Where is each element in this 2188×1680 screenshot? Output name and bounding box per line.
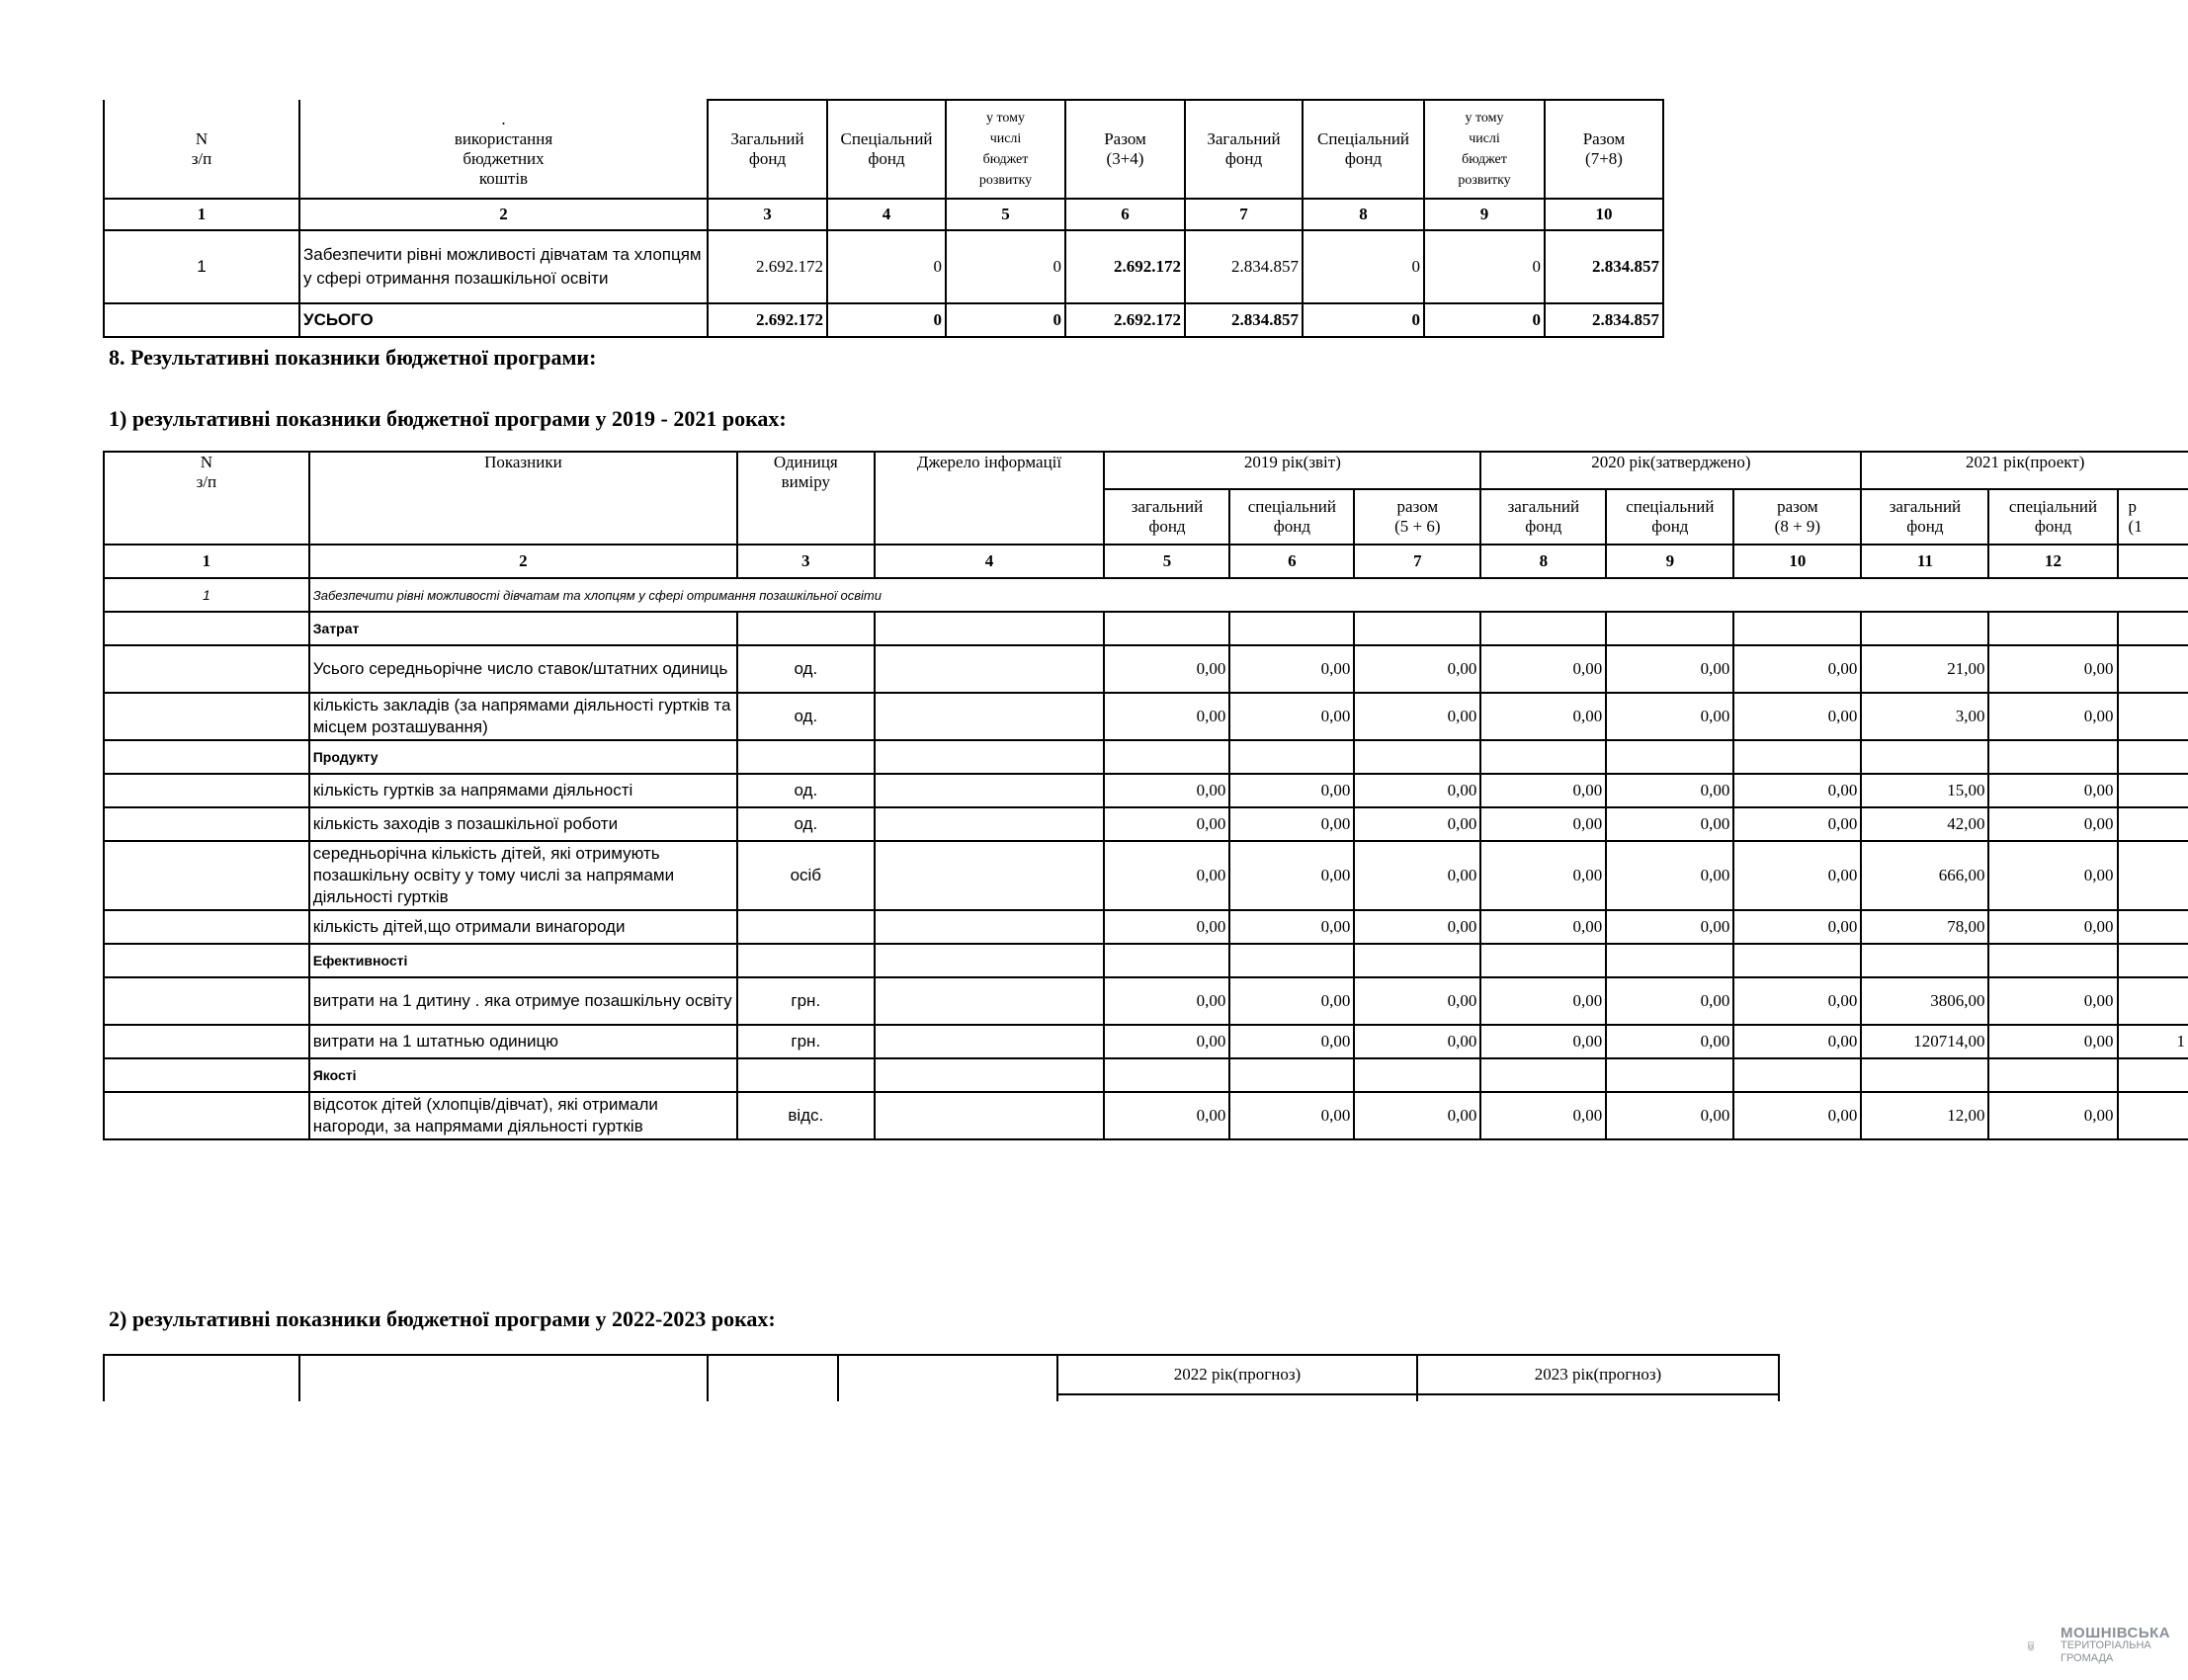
source-cell — [875, 977, 1105, 1025]
col-header-2022: 2022 рік(прогноз) — [1057, 1355, 1417, 1394]
source-cell — [875, 693, 1105, 740]
cell-value: 0,00 — [1480, 645, 1606, 693]
col-header: Разом (3+4) — [1065, 100, 1185, 199]
cell-value: 3,00 — [1861, 693, 1988, 740]
empty-cell — [1480, 612, 1606, 645]
empty-cell — [737, 944, 874, 977]
cell-value: 0,00 — [1733, 1092, 1861, 1139]
cell-value: 12,00 — [1861, 1092, 1988, 1139]
cell-value: 2.692.172 — [1065, 230, 1185, 303]
cell-value: 0,00 — [1988, 1092, 2117, 1139]
cell-value: 0,00 — [1354, 1092, 1480, 1139]
col-header: у тому числі бюджет розвитку — [1424, 100, 1545, 199]
empty-cell — [1988, 740, 2117, 774]
unit-cell: од. — [737, 645, 874, 693]
empty-cell — [1861, 1058, 1988, 1092]
unit-cell: грн. — [737, 1025, 874, 1058]
cell-value: 0 — [1424, 303, 1545, 337]
empty-cell — [1988, 944, 2117, 977]
cell-value: 0 — [946, 303, 1065, 337]
indicator-label: відсоток дітей (хлопців/дівчат), які отримали нагороди, за напрямами діяльності гуртків — [309, 1092, 737, 1139]
empty-cell — [1229, 740, 1354, 774]
cell-value — [2118, 1092, 2188, 1139]
empty-cell — [875, 1058, 1105, 1092]
column-number: 12 — [1988, 545, 2117, 578]
group-label: Якості — [309, 1058, 737, 1092]
empty-cell — [1606, 1058, 1733, 1092]
table-row — [104, 1092, 2188, 1139]
cell-value — [2118, 977, 2188, 1025]
cell-value: 0,00 — [1606, 910, 1733, 944]
cell-value: 0,00 — [1733, 774, 1861, 807]
cell-value: 0,00 — [1104, 693, 1229, 740]
cell-value: 0,00 — [1104, 774, 1229, 807]
empty-cell — [104, 841, 309, 910]
cell-value: 0,00 — [1354, 807, 1480, 841]
column-numbers-row — [104, 199, 1663, 230]
column-number: 8 — [1480, 545, 1606, 578]
cell-value: 15,00 — [1861, 774, 1988, 807]
column-number: 1 — [104, 199, 299, 230]
table-row — [104, 807, 2188, 841]
trident-logo-icon — [2028, 1626, 2058, 1669]
sub-header: разом (8 + 9) — [1733, 489, 1861, 545]
empty-cell — [104, 740, 309, 774]
row-number: 1 — [104, 230, 299, 303]
empty-cell — [1480, 740, 1606, 774]
cell-value: 0,00 — [1354, 774, 1480, 807]
empty-cell — [1861, 612, 1988, 645]
cell-value: 0,00 — [1229, 977, 1354, 1025]
col-header: Спеціальний фонд — [1303, 100, 1424, 199]
source-cell — [875, 645, 1105, 693]
column-number: 6 — [1229, 545, 1354, 578]
cell-value: 0,00 — [1733, 910, 1861, 944]
unit-cell: грн. — [737, 977, 874, 1025]
col-header: Спеціальний фонд — [827, 100, 946, 199]
cell-value: 0,00 — [1733, 841, 1861, 910]
cell-value: 78,00 — [1861, 910, 1988, 944]
table-row — [104, 977, 2188, 1025]
column-number: 4 — [827, 199, 946, 230]
cell-value: 0,00 — [1354, 693, 1480, 740]
source-cell — [875, 807, 1105, 841]
empty-cell — [737, 1058, 874, 1092]
cell-value: 0,00 — [1229, 645, 1354, 693]
empty-cell — [2118, 944, 2188, 977]
empty-cell — [1733, 944, 1861, 977]
cell-value: 2.692.172 — [708, 303, 827, 337]
column-number: 7 — [1354, 545, 1480, 578]
empty-cell — [104, 1025, 309, 1058]
cell-value: 0,00 — [1606, 977, 1733, 1025]
column-number: 3 — [708, 199, 827, 230]
cell-value: 3806,00 — [1861, 977, 1988, 1025]
cell-value: 0,00 — [1354, 841, 1480, 910]
indicators-table — [103, 451, 2188, 1140]
source-cell — [875, 910, 1105, 944]
cell-value: 0,00 — [1229, 774, 1354, 807]
logo-text — [2061, 1627, 2170, 1665]
cell-value: 0,00 — [1606, 693, 1733, 740]
empty-cell — [1988, 1058, 2117, 1092]
empty-cell — [104, 774, 309, 807]
task-row — [104, 578, 2188, 612]
source-cell — [875, 1025, 1105, 1058]
empty-cell — [1104, 1058, 1229, 1092]
cell-value: 0 — [1303, 230, 1424, 303]
sub-header: загальний фонд — [1480, 489, 1606, 545]
unit-cell: відс. — [737, 1092, 874, 1139]
unit-cell: од. — [737, 693, 874, 740]
cell-value: 666,00 — [1861, 841, 1988, 910]
empty-cell — [104, 693, 309, 740]
cell-value: 0,00 — [1104, 645, 1229, 693]
task-number: 1 — [104, 578, 309, 612]
sub-header: загальний фонд — [1104, 489, 1229, 545]
column-number: 9 — [1606, 545, 1733, 578]
cell-value: 0,00 — [1104, 841, 1229, 910]
unit-cell — [737, 910, 874, 944]
cell-value — [2118, 693, 2188, 740]
column-number: 2 — [309, 545, 737, 578]
section-8-title: 8. Результативні показники бюджетної програми: — [109, 345, 597, 370]
cell-value: 0,00 — [1606, 1092, 1733, 1139]
empty-cell — [1480, 1058, 1606, 1092]
group-label: Затрат — [309, 612, 737, 645]
logo-line-2: ТЕРИТОРІАЛЬНА — [2061, 1639, 2151, 1651]
empty-cell — [1988, 612, 2117, 645]
col-header-n: N з/п — [104, 100, 299, 199]
cell-value: 0,00 — [1104, 1025, 1229, 1058]
table-row — [104, 841, 2188, 910]
indicator-label: кількість заходів з позашкільної роботи — [309, 807, 737, 841]
cell-value: 21,00 — [1861, 645, 1988, 693]
unit-cell: од. — [737, 807, 874, 841]
table-row — [104, 645, 2188, 693]
cell-value: 0 — [1424, 230, 1545, 303]
group-row — [104, 944, 2188, 977]
cell-value: 0,00 — [1104, 1092, 1229, 1139]
col-header-2020: 2020 рік(затверджено) — [1480, 452, 1861, 489]
cell-value: 0,00 — [1354, 645, 1480, 693]
cell-value: 0,00 — [1606, 1025, 1733, 1058]
cell-value: 0,00 — [1354, 977, 1480, 1025]
col-header-n: N з/п — [104, 452, 309, 545]
empty-cell — [1104, 944, 1229, 977]
cell-value: 0,00 — [1480, 693, 1606, 740]
cell-value: 0,00 — [1733, 645, 1861, 693]
table-row — [104, 1025, 2188, 1058]
column-numbers-row — [104, 545, 2188, 578]
indicator-label: витрати на 1 штатнью одиницю — [309, 1025, 737, 1058]
budget-table — [103, 99, 1664, 338]
indicator-label: Усього середньорічне число ставок/штатних одиниць — [309, 645, 737, 693]
cell-value — [2118, 774, 2188, 807]
empty-cell — [737, 740, 874, 774]
column-number: 9 — [1424, 199, 1545, 230]
empty-cell — [1354, 944, 1480, 977]
cell-value: 0,00 — [1606, 807, 1733, 841]
unit-cell: од. — [737, 774, 874, 807]
col-header: Загальний фонд — [1185, 100, 1303, 199]
cell-value: 0 — [946, 230, 1065, 303]
table-row — [104, 774, 2188, 807]
indicator-label: середньорічна кількість дітей, які отримують позашкільну освіту у тому числі за напрямами діяльності гуртків — [309, 841, 737, 910]
column-number: 10 — [1733, 545, 1861, 578]
empty-cell — [104, 645, 309, 693]
row-text: Забезпечити рівні можливості дівчатам та хлопцям у сфері отримання позашкільної освіти — [299, 230, 708, 303]
cell-value: 0,00 — [1480, 774, 1606, 807]
cell-value: 0,00 — [1480, 1092, 1606, 1139]
table-row — [104, 230, 1663, 303]
sub-header: спеціальний фонд — [1988, 489, 2117, 545]
cell-value: 0,00 — [1229, 910, 1354, 944]
cell-value: 2.834.857 — [1545, 303, 1663, 337]
task-text: Забезпечити рівні можливості дівчатам та хлопцям у сфері отримання позашкільної освіти — [309, 578, 2188, 612]
cell-value: 0 — [827, 303, 946, 337]
source-cell — [875, 841, 1105, 910]
empty-cell — [1733, 1058, 1861, 1092]
cell-value: 0,00 — [1988, 645, 2117, 693]
group-label: Ефективності — [309, 944, 737, 977]
cell-value: 0,00 — [1733, 977, 1861, 1025]
sub-header: разом (5 + 6) — [1354, 489, 1480, 545]
cell-value: 0,00 — [1988, 693, 2117, 740]
column-number: 5 — [946, 199, 1065, 230]
cell-value: 0,00 — [1606, 774, 1733, 807]
empty-cell — [104, 612, 309, 645]
sub-header: спеціальний фонд — [1229, 489, 1354, 545]
group-row — [104, 612, 2188, 645]
cell-value: 0,00 — [1606, 645, 1733, 693]
cell-value: 0,00 — [1229, 841, 1354, 910]
cell-value: 42,00 — [1861, 807, 1988, 841]
empty-cell — [104, 977, 309, 1025]
cell-value: 2.692.172 — [1065, 303, 1185, 337]
cell-value: 1 — [2118, 1025, 2188, 1058]
empty-cell — [737, 612, 874, 645]
indicator-label: кількість гуртків за напрямами діяльності — [309, 774, 737, 807]
empty-cell — [2118, 1058, 2188, 1092]
column-number: 11 — [1861, 545, 1988, 578]
sub-header: р (1 — [2118, 489, 2188, 545]
empty-cell — [104, 1092, 309, 1139]
empty-cell — [1606, 944, 1733, 977]
cell-value: 0,00 — [1733, 693, 1861, 740]
cell-value: 2.692.172 — [708, 230, 827, 303]
empty-cell — [1104, 740, 1229, 774]
column-number: 4 — [875, 545, 1105, 578]
table-row — [104, 693, 2188, 740]
cell-value — [2118, 910, 2188, 944]
cell-value: 2.834.857 — [1185, 303, 1303, 337]
empty-cell — [1733, 612, 1861, 645]
empty-cell — [1606, 740, 1733, 774]
cell-value: 2.834.857 — [1185, 230, 1303, 303]
group-row — [104, 1058, 2188, 1092]
empty-cell — [875, 612, 1105, 645]
sub-header: загальний фонд — [1861, 489, 1988, 545]
empty-cell — [2118, 740, 2188, 774]
indicator-label: витрати на 1 дитину . яка отримуе позашкільну освіту — [309, 977, 737, 1025]
empty-cell — [1354, 740, 1480, 774]
empty-cell — [104, 303, 299, 337]
source-cell — [875, 1092, 1105, 1139]
logo-line-1: МОШНІВСЬКА — [2061, 1625, 2171, 1641]
cell-value: 0,00 — [1988, 977, 2117, 1025]
column-number: 10 — [1545, 199, 1663, 230]
empty-cell — [104, 1058, 309, 1092]
cell-value: 2.834.857 — [1545, 230, 1663, 303]
cell-value — [2118, 807, 2188, 841]
col-header-indicators: Показники — [309, 452, 737, 545]
col-header: Загальний фонд — [708, 100, 827, 199]
empty-cell — [1861, 740, 1988, 774]
col-header-source: Джерело інформації — [875, 452, 1105, 545]
cell-value: 0,00 — [1104, 807, 1229, 841]
column-number: 1 — [104, 545, 309, 578]
logo-line-3: ГРОМАДА — [2061, 1652, 2114, 1664]
cell-value: 0,00 — [1480, 807, 1606, 841]
empty-cell — [104, 944, 309, 977]
empty-cell — [1229, 1058, 1354, 1092]
empty-cell — [1861, 944, 1988, 977]
cell-value: 0,00 — [1733, 1025, 1861, 1058]
cell-value: 0,00 — [1104, 977, 1229, 1025]
empty-cell — [875, 944, 1105, 977]
cell-value — [2118, 645, 2188, 693]
col-header: у тому числі бюджет розвитку — [946, 100, 1065, 199]
col-header-purpose: . використання бюджетних коштів — [299, 100, 708, 199]
cell-value: 0,00 — [1229, 807, 1354, 841]
group-row — [104, 740, 2188, 774]
sub-header: спеціальний фонд — [1606, 489, 1733, 545]
column-number: 8 — [1303, 199, 1424, 230]
cell-value: 0,00 — [1229, 693, 1354, 740]
empty-cell — [1354, 1058, 1480, 1092]
cell-value: 0,00 — [1354, 910, 1480, 944]
col-header-2023: 2023 рік(прогноз) — [1417, 1355, 1779, 1394]
cell-value: 0,00 — [1354, 1025, 1480, 1058]
cell-value: 0 — [1303, 303, 1424, 337]
empty-cell — [1354, 612, 1480, 645]
cell-value — [2118, 841, 2188, 910]
cell-value: 0,00 — [1988, 774, 2117, 807]
source-cell — [875, 774, 1105, 807]
col-header-2021: 2021 рік(проект) — [1861, 452, 2188, 489]
cell-value: 0,00 — [1733, 807, 1861, 841]
empty-cell — [104, 807, 309, 841]
empty-cell — [1229, 944, 1354, 977]
empty-cell — [2118, 612, 2188, 645]
col-header: Разом (7+8) — [1545, 100, 1663, 199]
empty-cell — [875, 740, 1105, 774]
total-row — [104, 303, 1663, 337]
column-number: 7 — [1185, 199, 1303, 230]
column-number: 3 — [737, 545, 874, 578]
column-number: 5 — [1104, 545, 1229, 578]
cell-value: 0,00 — [1988, 910, 2117, 944]
unit-cell: осіб — [737, 841, 874, 910]
indicator-label: кількість закладів (за напрямами діяльності гуртків та місцем розташування) — [309, 693, 737, 740]
cell-value: 0,00 — [1229, 1092, 1354, 1139]
column-number — [2118, 545, 2188, 578]
total-label: УСЬОГО — [299, 303, 708, 337]
empty-cell — [1733, 740, 1861, 774]
empty-cell — [1480, 944, 1606, 977]
empty-cell — [1229, 612, 1354, 645]
section-8-1-title: 1) результативні показники бюджетної програми у 2019 - 2021 роках: — [109, 406, 787, 431]
cell-value: 0,00 — [1480, 977, 1606, 1025]
col-header-unit: Одиниця виміру — [737, 452, 874, 545]
empty-cell — [1606, 612, 1733, 645]
cell-value: 0,00 — [1229, 1025, 1354, 1058]
empty-cell — [1104, 612, 1229, 645]
column-number: 6 — [1065, 199, 1185, 230]
column-number: 2 — [299, 199, 708, 230]
cell-value: 0,00 — [1480, 841, 1606, 910]
cell-value: 0,00 — [1480, 1025, 1606, 1058]
cell-value: 0 — [827, 230, 946, 303]
cell-value: 0,00 — [1104, 910, 1229, 944]
empty-cell — [104, 910, 309, 944]
indicator-label: кількість дітей,що отримали винагороди — [309, 910, 737, 944]
col-header-2019: 2019 рік(звіт) — [1104, 452, 1480, 489]
cell-value: 0,00 — [1988, 1025, 2117, 1058]
page-cutoff — [0, 1401, 2174, 1680]
cell-value: 0,00 — [1480, 910, 1606, 944]
cell-value: 0,00 — [1988, 841, 2117, 910]
section-8-2-title: 2) результативні показники бюджетної програми у 2022-2023 роках: — [109, 1306, 776, 1331]
cell-value: 120714,00 — [1861, 1025, 1988, 1058]
cell-value: 0,00 — [1606, 841, 1733, 910]
table-row — [104, 910, 2188, 944]
cell-value: 0,00 — [1988, 807, 2117, 841]
group-label: Продукту — [309, 740, 737, 774]
